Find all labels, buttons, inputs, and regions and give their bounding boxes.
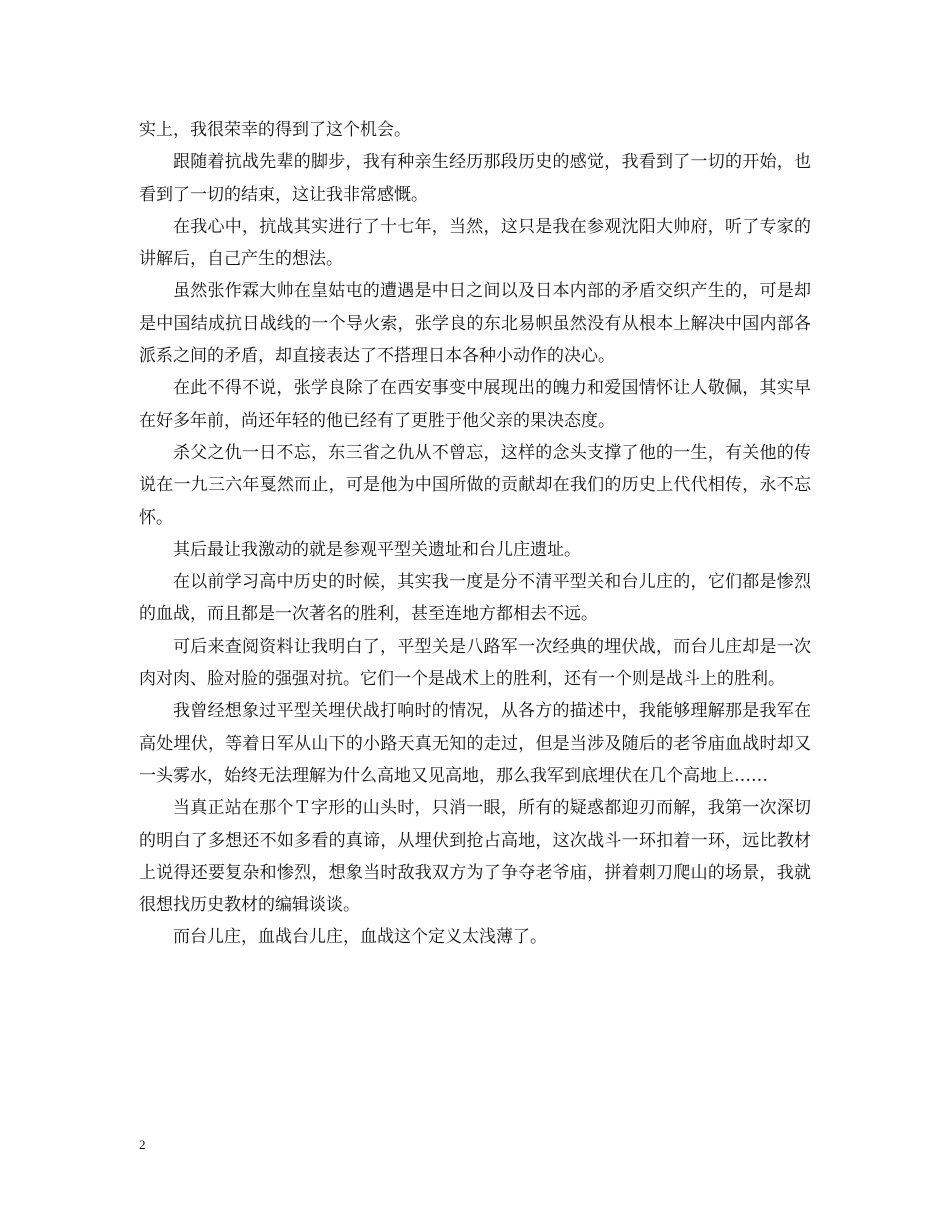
paragraph: 杀父之仇一日不忘，东三省之仇从不曾忘，这样的念头支撑了他的一生，有关他的传说在一九三六年戛然而止，可是他为中国所做的贡献却在我们的历史上代代相传，永不忘怀。 [139, 442, 811, 528]
paragraph: 可后来查阅资料让我明白了，平型关是八路军一次经典的埋伏战，而台儿庄却是一次肉对肉、脸对脸的强强对抗。它们一个是战术上的胜利，还有一个则是战斗上的胜利。 [139, 636, 811, 690]
paragraph: 当真正站在那个Ｔ字形的山头时，只消一眼，所有的疑惑都迎刃而解，我第一次深切的明白了多想还不如多看的真谛，从埋伏到抢占高地，这次战斗一环扣着一环，远比教材上说得还要复杂和惨烈，想象当时敌我双方为了争夺老爷庙，拼着刺刀爬山的场景，我就很想找历史教材的编辑谈谈。 [139, 798, 811, 916]
paragraph: 而台儿庄，血战台儿庄，血战这个定义太浅薄了。 [173, 927, 547, 948]
paragraph: 虽然张作霖大帅在皇姑屯的遭遇是中日之间以及日本内部的矛盾交织产生的，可是却是中国结成抗日战线的一个导火索，张学良的东北易帜虽然没有从根本上解决中国内部各派系之间的矛盾，却直接表达了不搭理日本各种小动作的决心。 [139, 281, 811, 367]
document-body [139, 114, 811, 954]
paragraph: 其后最让我激动的就是参观平型关遗址和台儿庄遗址。 [173, 539, 581, 560]
paragraph: 我曾经想象过平型关埋伏战打响时的情况，从各方的描述中，我能够理解那是我军在高处埋伏，等着日军从山下的小路天真无知的走过，但是当涉及随后的老爷庙血战时却又一头雾水，始终无法理解为什么高地又见高地，那么我军到底埋伏在几个高地上…… [139, 701, 811, 786]
paragraph: 跟随着抗战先辈的脚步，我有种亲生经历那段历史的感觉，我看到了一切的开始，也看到了一切的结束，这让我非常感慨。 [139, 152, 811, 205]
paragraph: 在此不得不说，张学良除了在西安事变中展现出的魄力和爱国情怀让人敬佩，其实早在好多年前，尚还年轻的他已经有了更胜于他父亲的果决态度。 [139, 378, 811, 431]
page-number: 2 [139, 1137, 146, 1152]
paragraph-continuation: 实上，我很荣幸的得到了这个机会。 [139, 120, 411, 140]
paragraph: 在我心中，抗战其实进行了十七年，当然，这只是我在参观沈阳大帅府，听了专家的讲解后，自己产生的想法。 [139, 216, 811, 270]
paragraph: 在以前学习高中历史的时候，其实我一度是分不清平型关和台儿庄的，它们都是惨烈的血战，而且都是一次著名的胜利，甚至连地方都相去不远。 [139, 572, 811, 625]
